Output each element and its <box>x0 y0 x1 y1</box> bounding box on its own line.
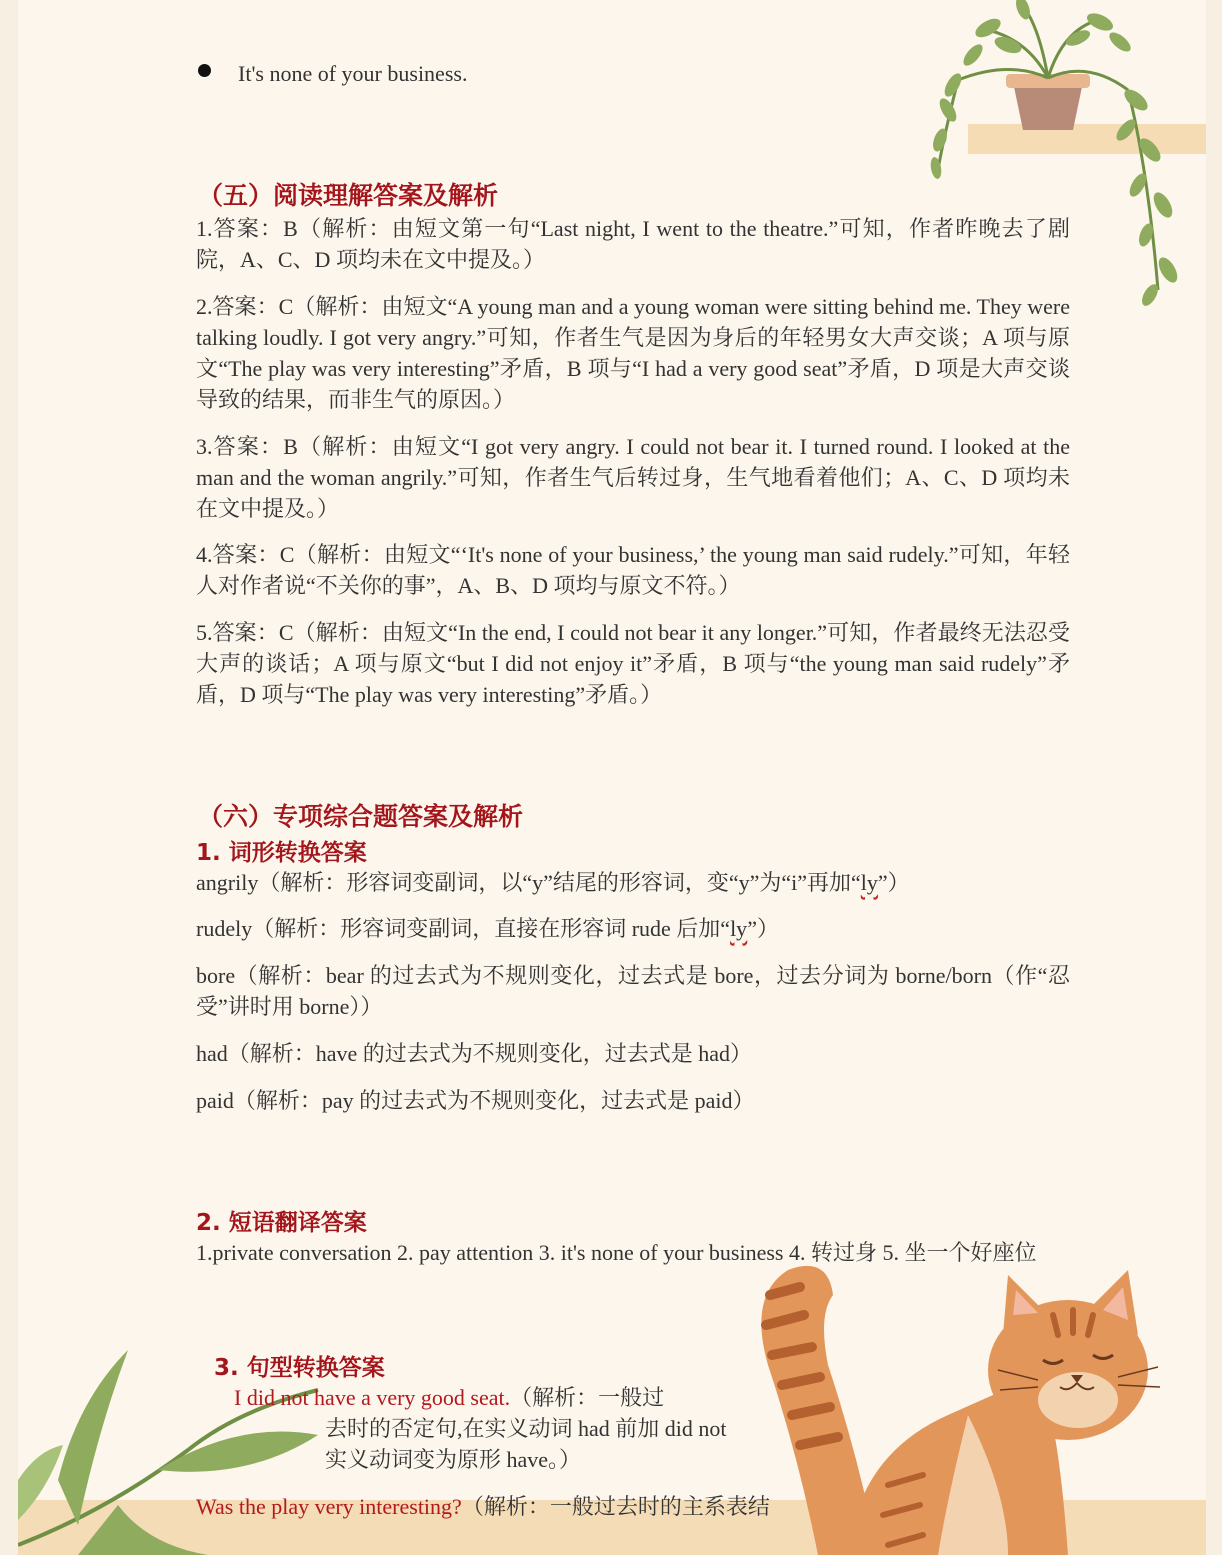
top-bullet-text: It's none of your business. <box>238 61 468 86</box>
phrase-translation-text: 1.private conversation 2. pay attention 3. it's none of your business 4. 转过身 5. 坐一个好座位 <box>196 1240 1037 1265</box>
sentence-answer-1: I did not have a very good seat.（解析：一般过 <box>234 1385 665 1410</box>
section5-title: （五）阅读理解答案及解析 <box>198 181 499 210</box>
section5-answer-2: 2.答案：C（解析：由短文“A young man and a young woman were sitting behind me. They were talking loudly. I got very angry.”可知，作者生气是因为身后的年轻男女大声交谈；A 项与原文“The play was very interesting”矛盾，B 项与“I had a very good seat”矛盾，D 项是大声交谈导致的结果，而非生气的原因。） <box>196 294 1070 412</box>
section5-answer-4: 4.答案：C（解析：由短文“‘It's none of your business,’ the young man said rudely.”可知，年轻人对作者说“不关你的事”，A、B、D 项均与原文不符。） <box>196 542 1070 598</box>
word-form-item-bore: bore（解析：bear 的过去式为不规则变化，过去式是 bore，过去分词为 borne/born（作“忍受”讲时用 borne）） <box>196 963 1070 1019</box>
bullet-dot <box>198 64 211 77</box>
sentence-answer-2: Was the play very interesting?（解析：一般过去时的主系表结 <box>196 1494 770 1519</box>
sentence-answer-1-note-b: 去时的否定句,在实义动词 had 前加 did not <box>325 1416 727 1441</box>
part3-title: 3. 句型转换答案 <box>214 1355 385 1381</box>
word-form-item-angrily: angrily（解析：形容词变副词，以“y”结尾的形容词，变“y”为“i”再加“ly”） <box>196 870 910 895</box>
section6-title: （六）专项综合题答案及解析 <box>198 802 524 831</box>
document-page <box>18 0 1206 1555</box>
word-form-item-paid: paid（解析：pay 的过去式为不规则变化，过去式是 paid） <box>196 1088 755 1113</box>
word-form-item-had: had（解析：have 的过去式为不规则变化，过去式是 had） <box>196 1041 753 1066</box>
part1-title: 1. 词形转换答案 <box>196 840 367 866</box>
section5-answer-1: 1.答案：B（解析：由短文第一句“Last night, I went to the theatre.”可知，作者昨晚去了剧院，A、C、D 项均未在文中提及。） <box>196 216 1070 272</box>
word-form-item-rudely: rudely（解析：形容词变副词，直接在形容词 rude 后加“ly”） <box>196 916 779 941</box>
part2-title: 2. 短语翻译答案 <box>196 1210 367 1236</box>
section5-answer-5: 5.答案：C（解析：由短文“In the end, I could not bear it any longer.”可知，作者最终无法忍受大声的谈话；A 项与原文“but I did not enjoy it”矛盾，B 项与“the young man said rudely”矛盾，D 项与“The play was very interesting”矛盾。） <box>196 620 1070 707</box>
section5-answer-3: 3.答案：B（解析：由短文“I got very angry. I could not bear it. I turned round. I looked at the man and the woman angrily.”可知，作者生气后转过身，生气地看着他们；A、C、D 项均未在文中提及。） <box>196 434 1070 521</box>
sentence-answer-1-note-c: 实义动词变为原形 have。） <box>325 1447 582 1472</box>
